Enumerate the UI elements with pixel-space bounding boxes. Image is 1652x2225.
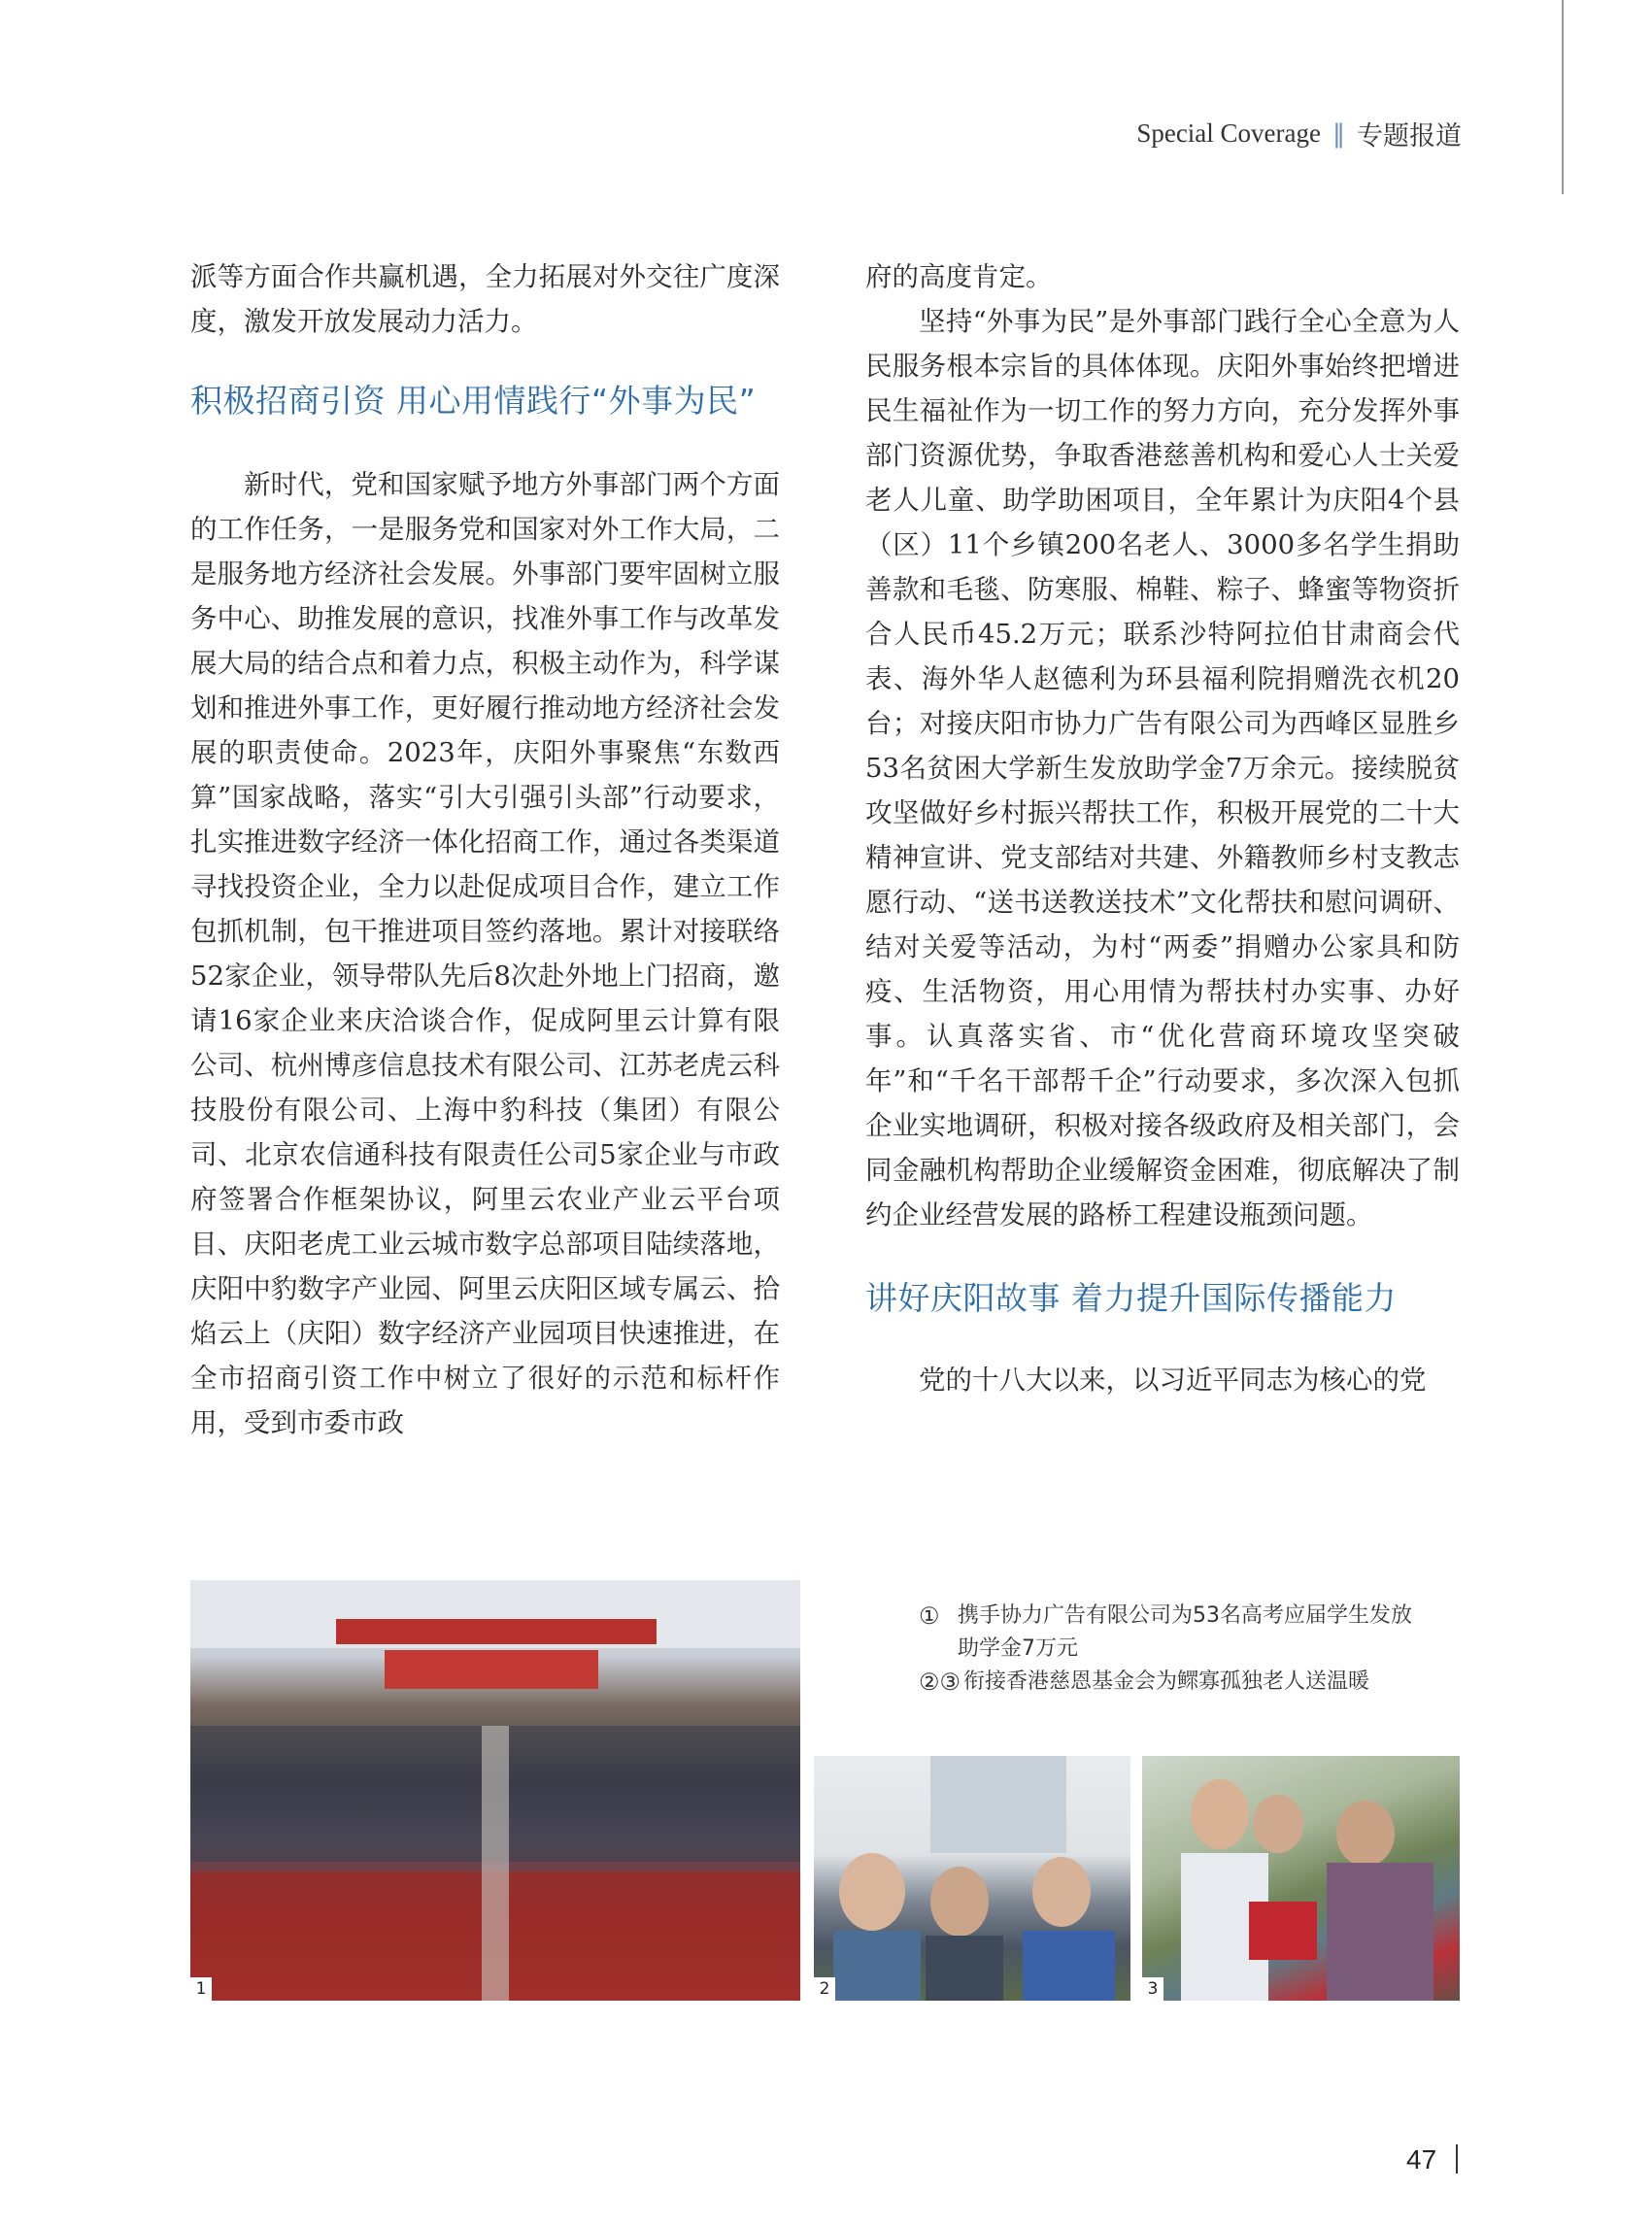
home-visit-illustration — [1142, 1756, 1460, 2001]
left-intro-text: 派等方面合作共赢机遇，全力拓展对外交往广度深度，激发开放发展动力活力。 — [190, 261, 780, 337]
left-column — [190, 254, 780, 1445]
page-number-rule — [1456, 2144, 1458, 2174]
photo-number-2: 2 — [814, 1977, 835, 2001]
caption-1-mark: ① — [919, 1602, 940, 1630]
section-title-en: Special Coverage — [1136, 118, 1321, 148]
right-continued-text: 府的高度肯定。 — [865, 261, 1053, 292]
caption-2-mark: ②③ — [919, 1669, 961, 1696]
elderly-group-illustration — [814, 1756, 1130, 2001]
caption-1-text: 携手协力广告有限公司为53名高考应届学生发放 — [958, 1603, 1412, 1628]
right-body-paragraph: 坚持“外事为民”是外事部门践行全心全意为人民服务根本宗旨的具体体现。庆阳外事始终把增进民生福祉作为一切工作的努力方向，充分发挥外事部门资源优势，争取香港慈善机构和爱心人士关爱老人儿童、助学助困项目，全年累计为庆阳4个县（区）11个乡镇200名老人、3000多名学生捐助善款和毛毯、防寒服、棉鞋、粽子、蜂蜜等物资折合人民币45.2万元；联系沙特阿拉伯甘肃商会代表、海外华人赵德利为环县福利院捐赠洗衣机20台；对接庆阳市协力广告有限公司为西峰区显胜乡53名贫困大学新生发放助学金7万余元。接续脱贫攻坚做好乡村振兴帮扶工作，积极开展党的二十大精神宣讲、党支部结对共建、外籍教师乡村支教志愿行动、“送书送教送技术”文化帮扶和慰问调研、结对关爱等活动，为村“两委”捐赠办公家具和防疫、生活物资，用心用情为帮扶村办实事、办好事。认真落实省、市“优化营商环境攻坚突破年”和“千名干部帮千企”行动要求，多次深入包抓企业实地调研，积极对接各级政府及相关部门，会同金融机构帮助企业缓解资金困难，彻底解决了制约企业经营发展的路桥工程建设瓶颈问题。 — [865, 306, 1460, 1230]
photo-number-1: 1 — [190, 1977, 212, 2001]
caption-2 — [919, 1666, 1463, 1699]
right-body-paragraph-2: 党的十八大以来，以习近平同志为核心的党 — [919, 1365, 1427, 1396]
photo-home-visit — [1142, 1756, 1460, 2001]
meeting-hall-illustration — [190, 1580, 800, 2001]
page-number: 47 — [1406, 2144, 1437, 2174]
right-column — [865, 254, 1460, 1402]
photo-number-3: 3 — [1142, 1977, 1163, 2001]
section-title-cn: 专题报道 — [1357, 121, 1462, 152]
page-edge-rule — [1562, 0, 1564, 194]
section-heading-communication: 讲好庆阳故事 着力提升国际传播能力 — [865, 1279, 1397, 1317]
photo-captions — [919, 1600, 1463, 1699]
caption-1 — [919, 1600, 1463, 1633]
caption-2-text: 衔接香港慈恩基金会为鳏寡孤独老人送温暖 — [963, 1669, 1370, 1694]
section-heading-investment: 积极招商引资 用心用情践行“外事为民” — [190, 382, 757, 420]
header-separator: ‖ — [1332, 118, 1345, 149]
running-header — [1136, 115, 1462, 152]
caption-1-text-cont: 助学金7万元 — [958, 1636, 1078, 1661]
photo-meeting-hall — [190, 1580, 800, 2001]
left-body-paragraph: 新时代，党和国家赋予地方外事部门两个方面的工作任务，一是服务党和国家对外工作大局，二是服务地方经济社会发展。外事部门要牢固树立服务中心、助推发展的意识，找准外事工作与改革发展大局的结合点和着力点，积极主动作为，科学谋划和推进外事工作，更好履行推动地方经济社会发展的职责使命。2023年，庆阳外事聚焦“东数西算”国家战略，落实“引大引强引头部”行动要求，扎实推进数字经济一体化招商工作，通过各类渠道寻找投资企业，全力以赴促成项目合作，建立工作包抓机制，包干推进项目签约落地。累计对接联络52家企业，领导带队先后8次赴外地上门招商，邀请16家企业来庆洽谈合作，促成阿里云计算有限公司、杭州博彦信息技术有限公司、江苏老虎云科技股份有限公司、上海中豹科技（集团）有限公司、北京农信通科技有限责任公司5家企业与市政府签署合作框架协议，阿里云农业产业云平台项目、庆阳老虎工业云城市数字总部项目陆续落地，庆阳中豹数字产业园、阿里云庆阳区域专属云、拾焰云上（庆阳）数字经济产业园项目快速推进，在全市招商引资工作中树立了很好的示范和标杆作用，受到市委市政 — [190, 469, 780, 1438]
photo-elderly-group — [814, 1756, 1130, 2001]
